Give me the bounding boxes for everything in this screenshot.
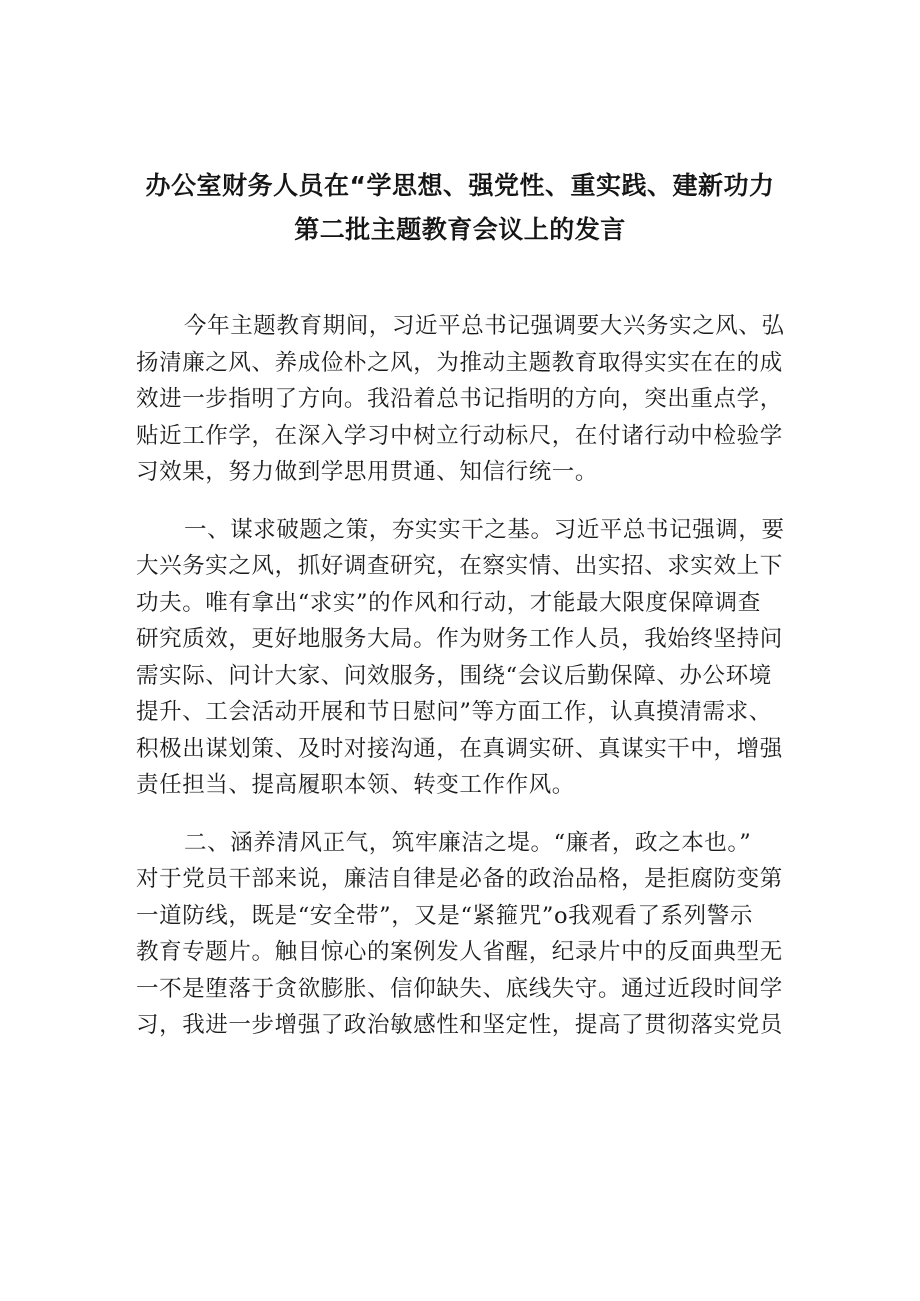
paragraph-3 (136, 825, 786, 1044)
paragraph-line: 责任担当、提高履职本领、转变工作作风。 (136, 772, 575, 798)
paragraph-line: 一道防线，既是“安全带”，又是“紧箍咒”o我观看了系列警示 (136, 902, 753, 929)
title-line-2: 第二批主题教育会议上的发言 (294, 215, 626, 244)
paragraph-1 (136, 308, 786, 491)
paragraph-spacer (136, 804, 786, 825)
paragraph-line: 功夫。唯有拿出“求实”的作风和行动，才能最大限度保障调查 (136, 589, 761, 616)
paragraph-line: 积极出谋划策、及时对接沟通，在真调实研、真谋实干中，增强 (136, 735, 783, 762)
paragraph-line: 贴近工作学，在深入学习中树立行动标尺，在付诸行动中检验学 (136, 422, 783, 449)
paragraph-line: 扬清廉之风、养成俭朴之风，为推动主题教育取得实实在在的成 (136, 349, 783, 376)
paragraph-line: 研究质效，更好地服务大局。作为财务工作人员，我始终坚持问 (136, 626, 783, 652)
paragraph-line: 提升、工会活动开展和节日慰问”等方面工作，认真摸清需求、 (136, 699, 772, 725)
paragraph-line: 一不是堕落于贪欲膨胀、信仰缺失、底线失守。通过近段时间学 (136, 975, 783, 1002)
paragraph-line: 习，我进一步增强了政治敏感性和坚定性，提高了贯彻落实党员 (136, 1012, 783, 1038)
paragraph-line: 对于党员干部来说，廉洁自律是必备的政治品格，是拒腐防变第 (136, 866, 783, 892)
paragraph-line: 效进一步指明了方向。我沿着总书记指明的方向，突出重点学， (136, 386, 783, 412)
paragraph-line: 习效果，努力做到学思用贯通、知信行统一。 (136, 459, 599, 485)
paragraph-line: 教育专题片。触目惊心的案例发人省醒，纪录片中的反面典型无 (136, 939, 783, 965)
document-title (100, 164, 820, 252)
paragraph-line: 需实际、问计大家、问效服务，围绕“会议后勤保障、办公环境 (136, 662, 772, 689)
document-body (136, 308, 786, 1044)
paragraph-line: 大兴务实之风，抓好调查研究，在察实情、出实招、求实效上下 (136, 553, 783, 579)
paragraph-2 (136, 512, 786, 804)
paragraph-line: 一、谋求破题之策，夯实实干之基。习近平总书记强调，要 (184, 516, 785, 543)
paragraph-spacer (136, 491, 786, 512)
paragraph-line: 二、涵养清风正气，筑牢廉洁之堤。“廉者，政之本也。” (184, 829, 752, 856)
paragraph-line: 今年主题教育期间，习近平总书记强调要大兴务实之风、弘 (184, 313, 785, 339)
title-line-1: 办公室财务人员在“学思想、强党性、重实践、建新功力 (145, 171, 775, 200)
